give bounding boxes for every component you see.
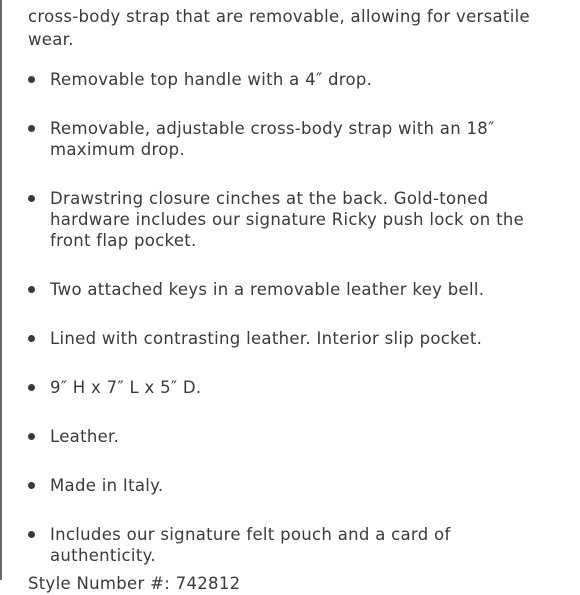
feature-text: Lined with contrasting leather. Interior slip pocket.: [50, 329, 483, 348]
feature-text: 9″ H x 7″ L x 5″ D.: [50, 378, 202, 397]
bullet-dot-icon: [28, 384, 35, 391]
bullet-dot-icon: [28, 531, 35, 538]
description-intro: cross-body strap that are removable, allowing for versatile wear.: [28, 7, 530, 49]
bullet-dot-icon: [28, 433, 35, 440]
feature-item: [28, 279, 558, 300]
feature-text: Includes our signature felt pouch and a card of authenticity.: [50, 525, 451, 565]
feature-text: Removable, adjustable cross-body strap with an 18″ maximum drop.: [50, 119, 495, 159]
partial-top-text: [28, 0, 568, 2]
bullet-dot-icon: [28, 286, 35, 293]
bullet-dot-icon: [28, 125, 35, 132]
bullet-dot-icon: [28, 195, 35, 202]
feature-text: Removable top handle with a 4″ drop.: [50, 70, 373, 89]
left-border-divider: [0, 0, 2, 580]
bullet-dot-icon: [28, 482, 35, 489]
feature-item: [28, 377, 558, 398]
bullet-dot-icon: [28, 76, 35, 83]
feature-text: Drawstring closure cinches at the back. Gold-toned hardware includes our signature Ricky push lock on the front flap pocket.: [50, 189, 525, 250]
feature-text: Made in Italy.: [50, 476, 164, 495]
feature-item: [28, 475, 558, 496]
feature-item: [28, 524, 558, 566]
feature-item: [28, 69, 558, 90]
feature-text: Leather.: [50, 427, 120, 446]
feature-item: [28, 426, 558, 447]
feature-list: [28, 69, 558, 594]
feature-item: [28, 118, 558, 160]
style-number-text: Style Number #: 742812: [28, 574, 241, 593]
feature-text: Two attached keys in a removable leather key bell.: [50, 280, 485, 299]
bullet-dot-icon: [28, 335, 35, 342]
feature-item: [28, 188, 558, 251]
feature-item: [28, 328, 558, 349]
partial-top-text-line: [28, 0, 568, 2]
